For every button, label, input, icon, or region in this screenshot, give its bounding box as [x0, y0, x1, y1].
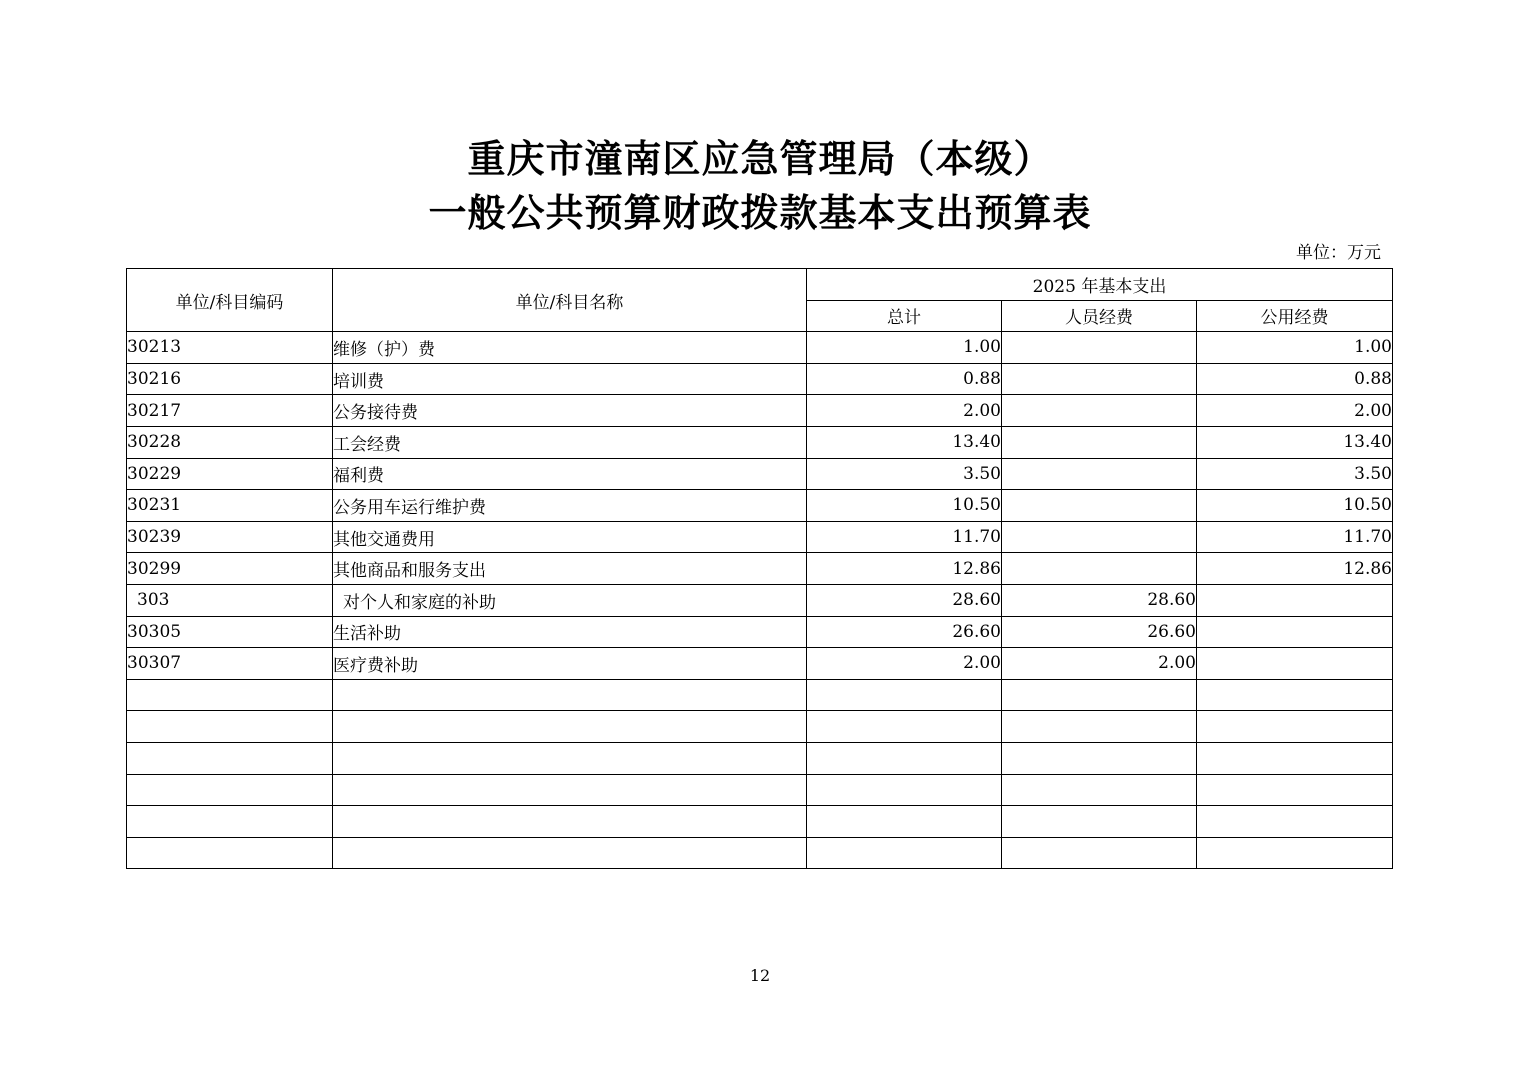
name-cell: 培训费: [333, 363, 807, 395]
total-cell: 1.00: [807, 332, 1002, 364]
public-cell: [1197, 584, 1393, 616]
table-row: [127, 521, 1393, 553]
table-row: [127, 363, 1393, 395]
personnel-cell: [1002, 521, 1197, 553]
table-row: [127, 490, 1393, 522]
public-cell: 10.50: [1197, 490, 1393, 522]
table-header: [127, 269, 1393, 332]
name-cell: [333, 711, 807, 743]
public-cell: [1197, 806, 1393, 838]
header-code: 单位/科目编码: [127, 269, 333, 332]
table-row: [127, 426, 1393, 458]
table-row: [127, 332, 1393, 364]
public-cell: 1.00: [1197, 332, 1393, 364]
table-row: [127, 837, 1393, 869]
public-cell: 3.50: [1197, 458, 1393, 490]
public-cell: 0.88: [1197, 363, 1393, 395]
name-cell: [333, 774, 807, 806]
personnel-cell: [1002, 774, 1197, 806]
name-cell: 其他交通费用: [333, 521, 807, 553]
public-cell: 13.40: [1197, 426, 1393, 458]
name-cell: 医疗费补助: [333, 648, 807, 680]
budget-table: [126, 268, 1393, 869]
table-row: [127, 458, 1393, 490]
code-cell: [127, 774, 333, 806]
table-row: [127, 553, 1393, 585]
personnel-cell: [1002, 395, 1197, 427]
personnel-cell: [1002, 553, 1197, 585]
name-cell: 生活补助: [333, 616, 807, 648]
personnel-cell: [1002, 332, 1197, 364]
name-cell: 公务用车运行维护费: [333, 490, 807, 522]
public-cell: [1197, 711, 1393, 743]
total-cell: [807, 806, 1002, 838]
personnel-cell: [1002, 711, 1197, 743]
total-cell: 26.60: [807, 616, 1002, 648]
code-cell: [127, 679, 333, 711]
name-cell: 其他商品和服务支出: [333, 553, 807, 585]
total-cell: [807, 679, 1002, 711]
code-cell: [127, 711, 333, 743]
name-cell: 工会经费: [333, 426, 807, 458]
public-cell: [1197, 648, 1393, 680]
name-cell: [333, 837, 807, 869]
code-cell: 30239: [127, 521, 333, 553]
page-number: 12: [749, 966, 771, 985]
public-cell: [1197, 742, 1393, 774]
header-personnel: 人员经费: [1002, 300, 1197, 332]
document-title-line1: 重庆市潼南区应急管理局（本级）: [467, 137, 1053, 181]
total-cell: 2.00: [807, 395, 1002, 427]
total-cell: 2.00: [807, 648, 1002, 680]
name-cell: [333, 742, 807, 774]
table-row: [127, 395, 1393, 427]
unit-label: 单位：万元: [1296, 243, 1381, 263]
name-cell: 公务接待费: [333, 395, 807, 427]
code-cell: 30217: [127, 395, 333, 427]
personnel-cell: 2.00: [1002, 648, 1197, 680]
personnel-cell: [1002, 679, 1197, 711]
name-cell: [333, 806, 807, 838]
total-cell: 28.60: [807, 584, 1002, 616]
name-cell: 对个人和家庭的补助: [333, 584, 807, 616]
table-row: [127, 679, 1393, 711]
table-row: [127, 806, 1393, 838]
personnel-cell: [1002, 806, 1197, 838]
personnel-cell: [1002, 363, 1197, 395]
personnel-cell: [1002, 742, 1197, 774]
code-cell: 30307: [127, 648, 333, 680]
code-cell: 30231: [127, 490, 333, 522]
header-group: 2025 年基本支出: [807, 269, 1393, 301]
code-cell: [127, 837, 333, 869]
name-cell: [333, 679, 807, 711]
document-title-line2: 一般公共预算财政拨款基本支出预算表: [428, 191, 1092, 235]
total-cell: [807, 742, 1002, 774]
total-cell: [807, 774, 1002, 806]
code-cell: 303: [127, 584, 333, 616]
table-row: [127, 742, 1393, 774]
name-cell: 维修（护）费: [333, 332, 807, 364]
total-cell: 13.40: [807, 426, 1002, 458]
table-row: [127, 584, 1393, 616]
public-cell: 11.70: [1197, 521, 1393, 553]
total-cell: 12.86: [807, 553, 1002, 585]
header-total: 总计: [807, 300, 1002, 332]
code-cell: 30299: [127, 553, 333, 585]
public-cell: [1197, 679, 1393, 711]
total-cell: 0.88: [807, 363, 1002, 395]
public-cell: [1197, 616, 1393, 648]
header-name: 单位/科目名称: [333, 269, 807, 332]
table-row: [127, 774, 1393, 806]
public-cell: 2.00: [1197, 395, 1393, 427]
header-public: 公用经费: [1197, 300, 1393, 332]
total-cell: [807, 711, 1002, 743]
total-cell: 11.70: [807, 521, 1002, 553]
table-row: [127, 648, 1393, 680]
personnel-cell: [1002, 458, 1197, 490]
code-cell: [127, 742, 333, 774]
code-cell: 30229: [127, 458, 333, 490]
table-body: [127, 332, 1393, 869]
code-cell: [127, 806, 333, 838]
personnel-cell: [1002, 490, 1197, 522]
public-cell: [1197, 837, 1393, 869]
name-cell: 福利费: [333, 458, 807, 490]
total-cell: 10.50: [807, 490, 1002, 522]
personnel-cell: [1002, 837, 1197, 869]
total-cell: [807, 837, 1002, 869]
personnel-cell: 26.60: [1002, 616, 1197, 648]
public-cell: 12.86: [1197, 553, 1393, 585]
personnel-cell: 28.60: [1002, 584, 1197, 616]
total-cell: 3.50: [807, 458, 1002, 490]
code-cell: 30305: [127, 616, 333, 648]
code-cell: 30216: [127, 363, 333, 395]
table-row: [127, 711, 1393, 743]
personnel-cell: [1002, 426, 1197, 458]
code-cell: 30228: [127, 426, 333, 458]
code-cell: 30213: [127, 332, 333, 364]
table-row: [127, 616, 1393, 648]
public-cell: [1197, 774, 1393, 806]
